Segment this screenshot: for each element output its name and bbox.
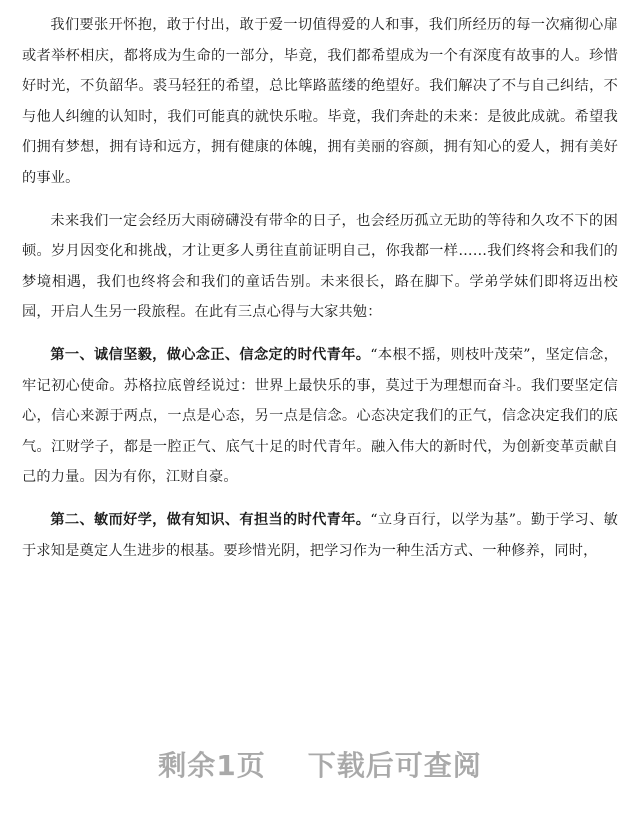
paragraph-3 xyxy=(22,340,618,493)
remaining-pages-label: 剩余1页 xyxy=(158,749,266,782)
paragraph-1-text: 我们要张开怀抱，敢于付出，敢于爱一切值得爱的人和事，我们所经历的每一次痛彻心扉或者举杯相庆，都将成为生命的一部分，毕竟，我们都希望成为一个有深度有故事的人。珍惜好时光，不负韶华。裘马轻狂的希望，总比筚路蓝缕的绝望好。我们解决了不与自己纠结，不与他人纠缠的认知时，我们可能真的就快乐啦。毕竟，我们奔赴的未来：是彼此成就。希望我们拥有梦想，拥有诗和远方，拥有健康的体魄，拥有美丽的容颜，拥有知心的爱人，拥有美好的事业。 xyxy=(22,17,618,186)
paragraph-4 xyxy=(22,505,618,566)
paragraph-3-lead: 第一、诚信坚毅，做心念正、信念定的时代青年。 xyxy=(50,346,371,363)
download-to-view-label: 下载后可查阅 xyxy=(307,749,482,782)
download-banner[interactable] xyxy=(0,744,640,784)
paragraph-4-text: “立身百行，以学为基”。勤于学习、敏于求知是奠定人生进步的根基。要珍惜光阴，把学习作为一种生活方式、一种修养，同时， xyxy=(22,511,619,559)
paragraph-2-text: 未来我们一定会经历大雨磅礴没有带伞的日子，也会经历孤立无助的等待和久攻不下的困顿。岁月因变化和挑战，才让更多人勇往直前证明自己，你我都一样……我们终将会和我们的梦境相遇，我们也终将会和我们的童话告别。未来很长，路在脚下。学弟学妹们即将迈出校园，开启人生另一段旅程。在此有三点心得与大家共勉： xyxy=(22,212,618,321)
document-body xyxy=(22,10,618,566)
paragraph-3-text: “本根不摇，则枝叶茂荣”，坚定信念，牢记初心使命。苏格拉底曾经说过：世界上最快乐的事，莫过于为理想而奋斗。我们要坚定信心，信心来源于两点，一点是心态，另一点是信念。心态决定我们的正气，信念决定我们的底气。江财学子，都是一腔正气、底气十足的时代青年。融入伟大的新时代，为创新变革贡献自己的力量。因为有你，江财自豪。 xyxy=(22,346,619,486)
paragraph-2 xyxy=(22,206,618,328)
paragraph-4-lead: 第二、敏而好学，做有知识、有担当的时代青年。 xyxy=(50,511,371,528)
paragraph-1 xyxy=(22,10,618,194)
